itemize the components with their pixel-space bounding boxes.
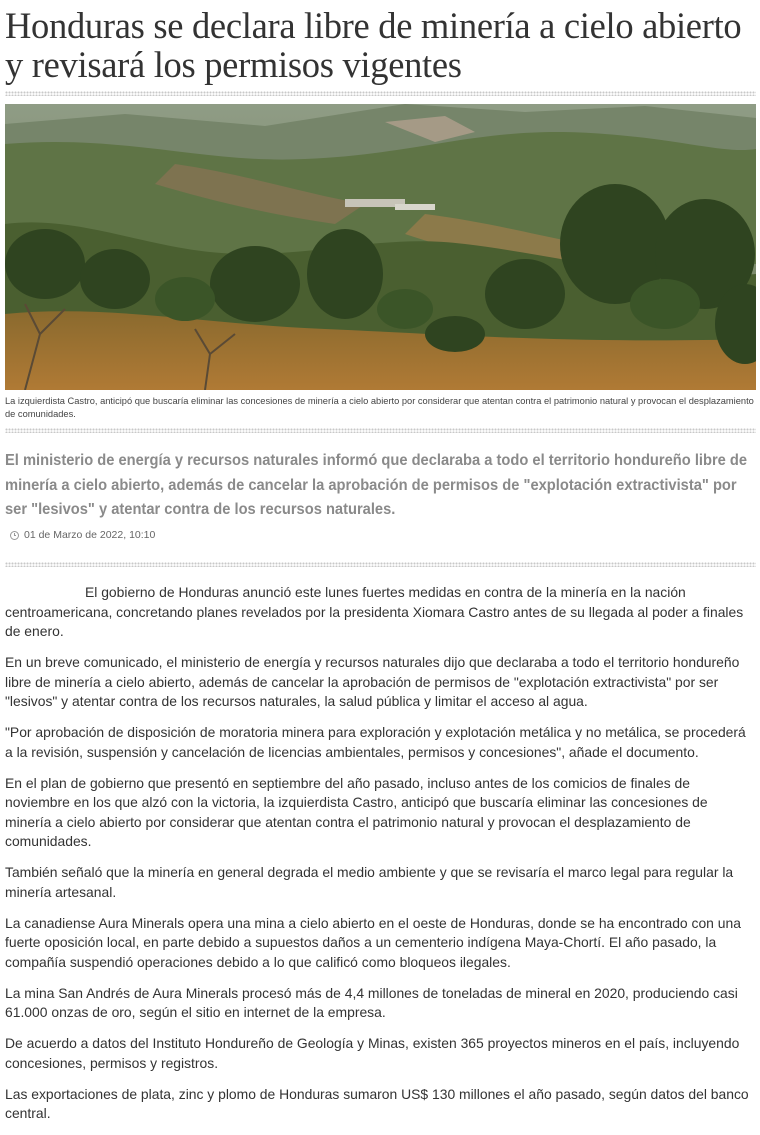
dotted-divider bbox=[5, 562, 756, 567]
article-date: 01 de Marzo de 2022, 10:10 bbox=[24, 529, 156, 541]
body-paragraph: El gobierno de Honduras anunció este lunes fuertes medidas en contra de la minería en la nación centroamericana, concretando planes revelados por la presidenta Xiomara Castro antes de su llegada al poder a finales de enero. bbox=[5, 584, 744, 639]
dotted-divider bbox=[5, 428, 756, 433]
body-paragraph: Las exportaciones de plata, zinc y plomo de Honduras sumaron US$ 130 millones el año pasado, según datos del banco central. bbox=[5, 1085, 749, 1121]
body-paragraph: De acuerdo a datos del Instituto Hondureño de Geología y Minas, existen 365 proyectos mineros en el país, incluyendo concesiones, permisos y registros. bbox=[5, 1035, 740, 1071]
article-lead: El ministerio de energía y recursos naturales informó que declaraba a todo el territorio hondureño libre de minería a cielo abierto, además de cancelar la aprobación de permisos de "explotación extractivista" por ser "lesivos" y atentar contra de los recursos naturales. bbox=[5, 452, 748, 518]
photo-caption: La izquierdista Castro, anticipó que buscaría eliminar las concesiones de minería a cielo abierto por considerar que atentan contra el patrimonio natural y provocan el desplazamiento de comunidades. bbox=[5, 396, 754, 419]
article-dateline bbox=[10, 529, 155, 541]
dotted-divider bbox=[5, 91, 756, 96]
landscape-photo bbox=[5, 104, 756, 390]
body-paragraph: La mina San Andrés de Aura Minerals procesó más de 4,4 millones de toneladas de mineral en 2020, produciendo casi 61.000 onzas de oro, según el sitio en internet de la empresa. bbox=[5, 984, 738, 1020]
clock-icon bbox=[10, 531, 19, 540]
article-headline: Honduras se declara libre de minería a cielo abierto y revisará los permisos vigentes bbox=[5, 5, 742, 85]
body-paragraph: También señaló que la minería en general degrada el medio ambiente y que se revisaría el marco legal para regular la minería artesanal. bbox=[5, 864, 734, 900]
body-paragraph: "Por aprobación de disposición de moratoria minera para exploración y explotación metálica y no metálica, se procederá a la revisión, suspensión y cancelación de licencias ambientales, permisos y concesiones", añade el documento. bbox=[5, 724, 746, 760]
body-paragraph: En un breve comunicado, el ministerio de energía y recursos naturales dijo que declaraba a todo el territorio hondureño libre de minería a cielo abierto, además de cancelar la aprobación de permisos de "explotación extractivista" por ser "lesivos" y atentar contra de los recursos naturales, la salud pública y limitar el acceso al agua. bbox=[5, 654, 740, 709]
body-paragraph: En el plan de gobierno que presentó en septiembre del año pasado, incluso antes de los comicios de finales de noviembre en los que alzó con la victoria, la izquierdista Castro, anticipó que buscaría eliminar las concesiones de minería a cielo abierto por considerar que atentan contra el patrimonio natural y provocan el desplazamiento de comunidades. bbox=[5, 774, 708, 849]
body-paragraph: La canadiense Aura Minerals opera una mina a cielo abierto en el oeste de Honduras, donde se ha encontrado con una fuerte oposición local, en parte debido a supuestos daños a un cementerio indígena Maya-Chortí. El año pasado, la compañía suspendió operaciones debido a lo que calificó como bloqueos ilegales. bbox=[5, 914, 741, 970]
article-body bbox=[5, 583, 757, 1135]
